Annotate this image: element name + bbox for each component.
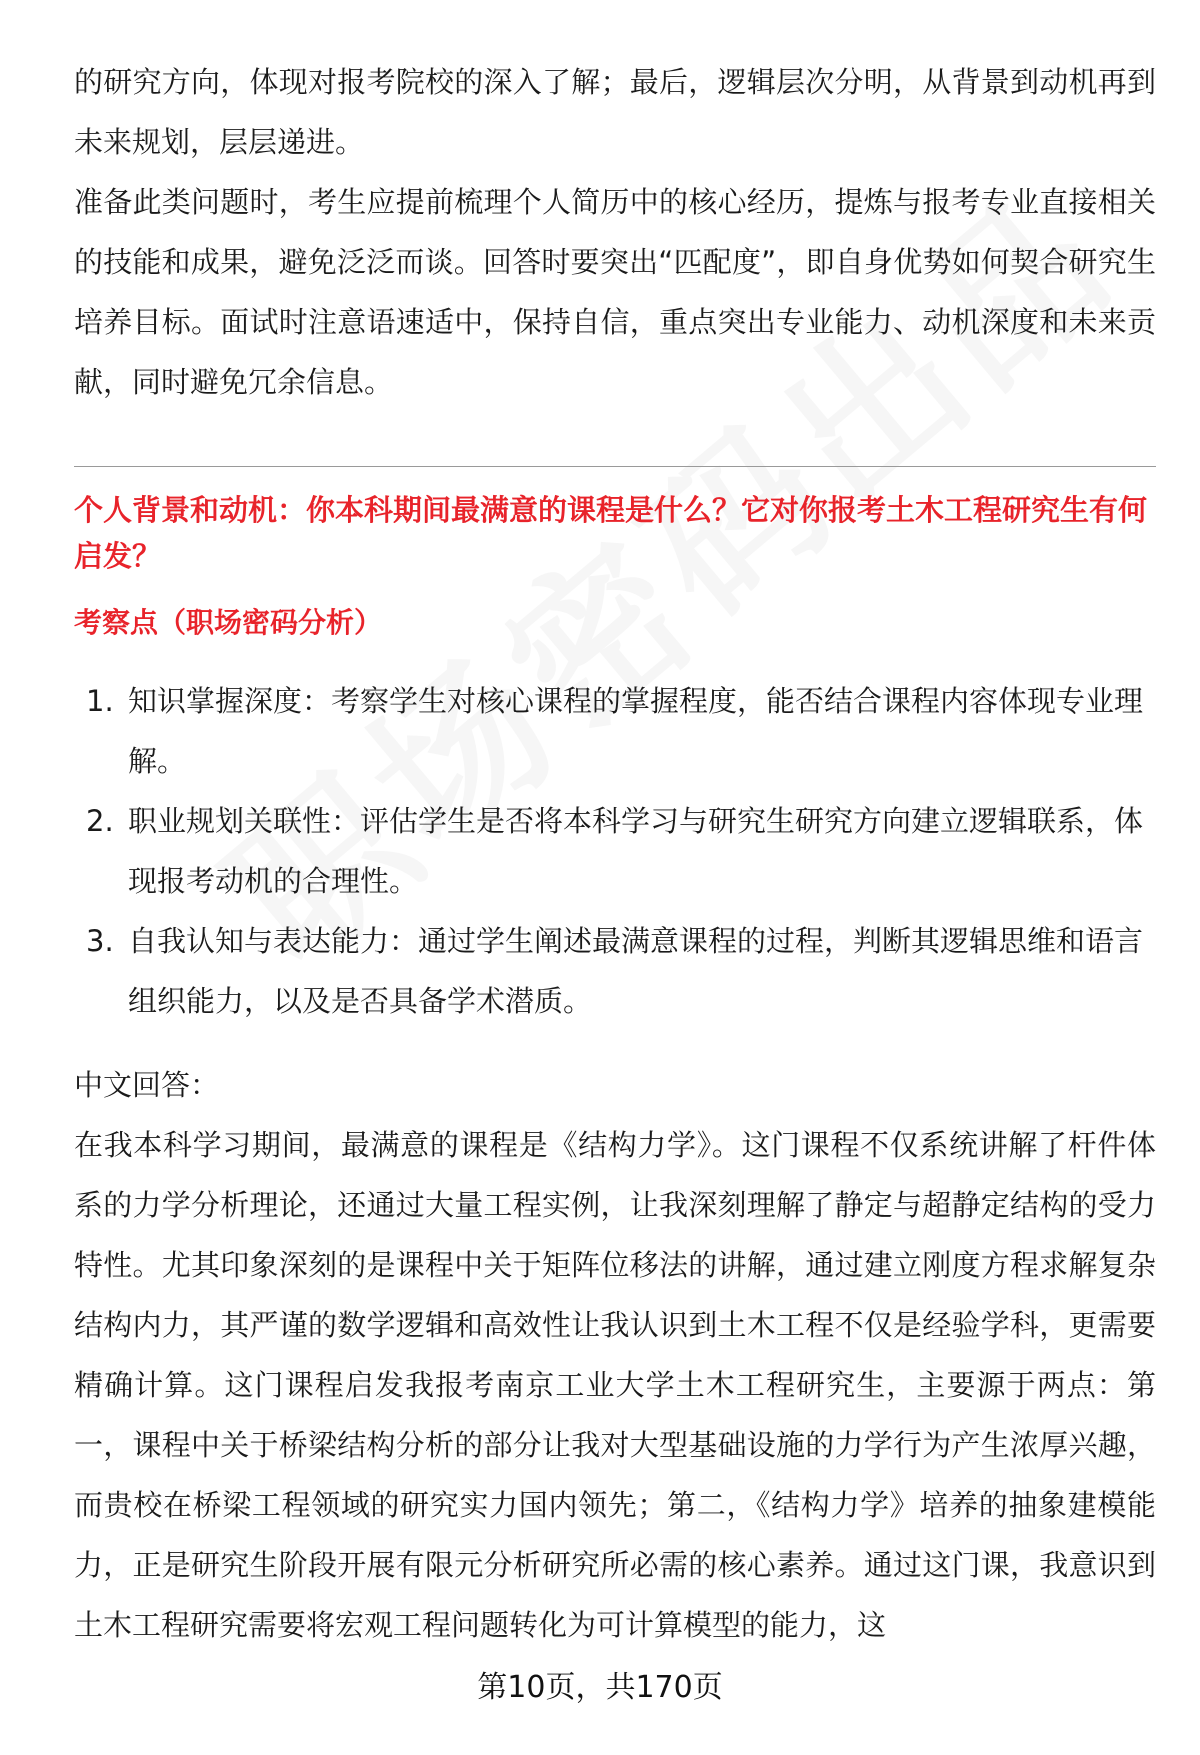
question-heading: 个人背景和动机：你本科期间最满意的课程是什么？它对你报考土木工程研究生有何启发？ bbox=[74, 493, 1148, 573]
points-list bbox=[74, 671, 1156, 1031]
list-item-text: 职业规划关联性：评估学生是否将本科学习与研究生研究方向建立逻辑联系，体现报考动机的合理性。 bbox=[128, 804, 1144, 898]
list-item-text: 知识掌握深度：考察学生对核心课程的掌握程度，能否结合课程内容体现专业理解。 bbox=[128, 684, 1144, 778]
list-item bbox=[74, 911, 1156, 1031]
list-item bbox=[74, 671, 1156, 791]
list-item-number: 2. bbox=[86, 804, 114, 838]
list-item-text: 自我认知与表达能力：通过学生阐述最满意课程的过程，判断其逻辑思维和语言组织能力，以及是否具备学术潜质。 bbox=[128, 924, 1144, 1018]
section-title: 考察点（职场密码分析） bbox=[74, 606, 383, 639]
list-item-number: 3. bbox=[86, 924, 114, 958]
answer-paragraph: 在我本科学习期间，最满意的课程是《结构力学》。这门课程不仅系统讲解了杆件体系的力学分析理论，还通过大量工程实例，让我深刻理解了静定与超静定结构的受力特性。尤其印象深刻的是课程中关于矩阵位移法的讲解，通过建立刚度方程求解复杂结构内力，其严谨的数学逻辑和高效性让我认识到土木工程不仅是经验学科，更需要精确计算。这门课程启发我报考南京工业大学土木工程研究生，主要源于两点：第一，课程中关于桥梁结构分析的部分让我对大型基础设施的力学行为产生浓厚兴趣，而贵校在桥梁工程领域的研究实力国内领先；第二，《结构力学》培养的抽象建模能力，正是研究生阶段开展有限元分析研究所必需的核心素养。通过这门课，我意识到土木工程研究需要将宏观工程问题转化为可计算模型的能力，这 bbox=[74, 1128, 1156, 1642]
intro-paragraph-1: 的研究方向，体现对报考院校的深入了解；最后，逻辑层次分明，从背景到动机再到未来规划，层层递进。 bbox=[74, 65, 1156, 159]
intro-paragraph-2: 准备此类问题时，考生应提前梳理个人简历中的核心经历，提炼与报考专业直接相关的技能和成果，避免泛泛而谈。回答时要突出“匹配度”，即自身优势如何契合研究生培养目标。面试时注意语速适中，保持自信，重点突出专业能力、动机深度和未来贡献，同时避免冗余信息。 bbox=[74, 185, 1156, 399]
list-item bbox=[74, 791, 1156, 911]
document-page bbox=[74, 52, 1156, 1655]
answer-label: 中文回答： bbox=[74, 1068, 220, 1102]
section-divider bbox=[74, 466, 1156, 467]
list-item-number: 1. bbox=[86, 684, 114, 718]
page-number: 第10页，共170页 bbox=[477, 1670, 723, 1705]
